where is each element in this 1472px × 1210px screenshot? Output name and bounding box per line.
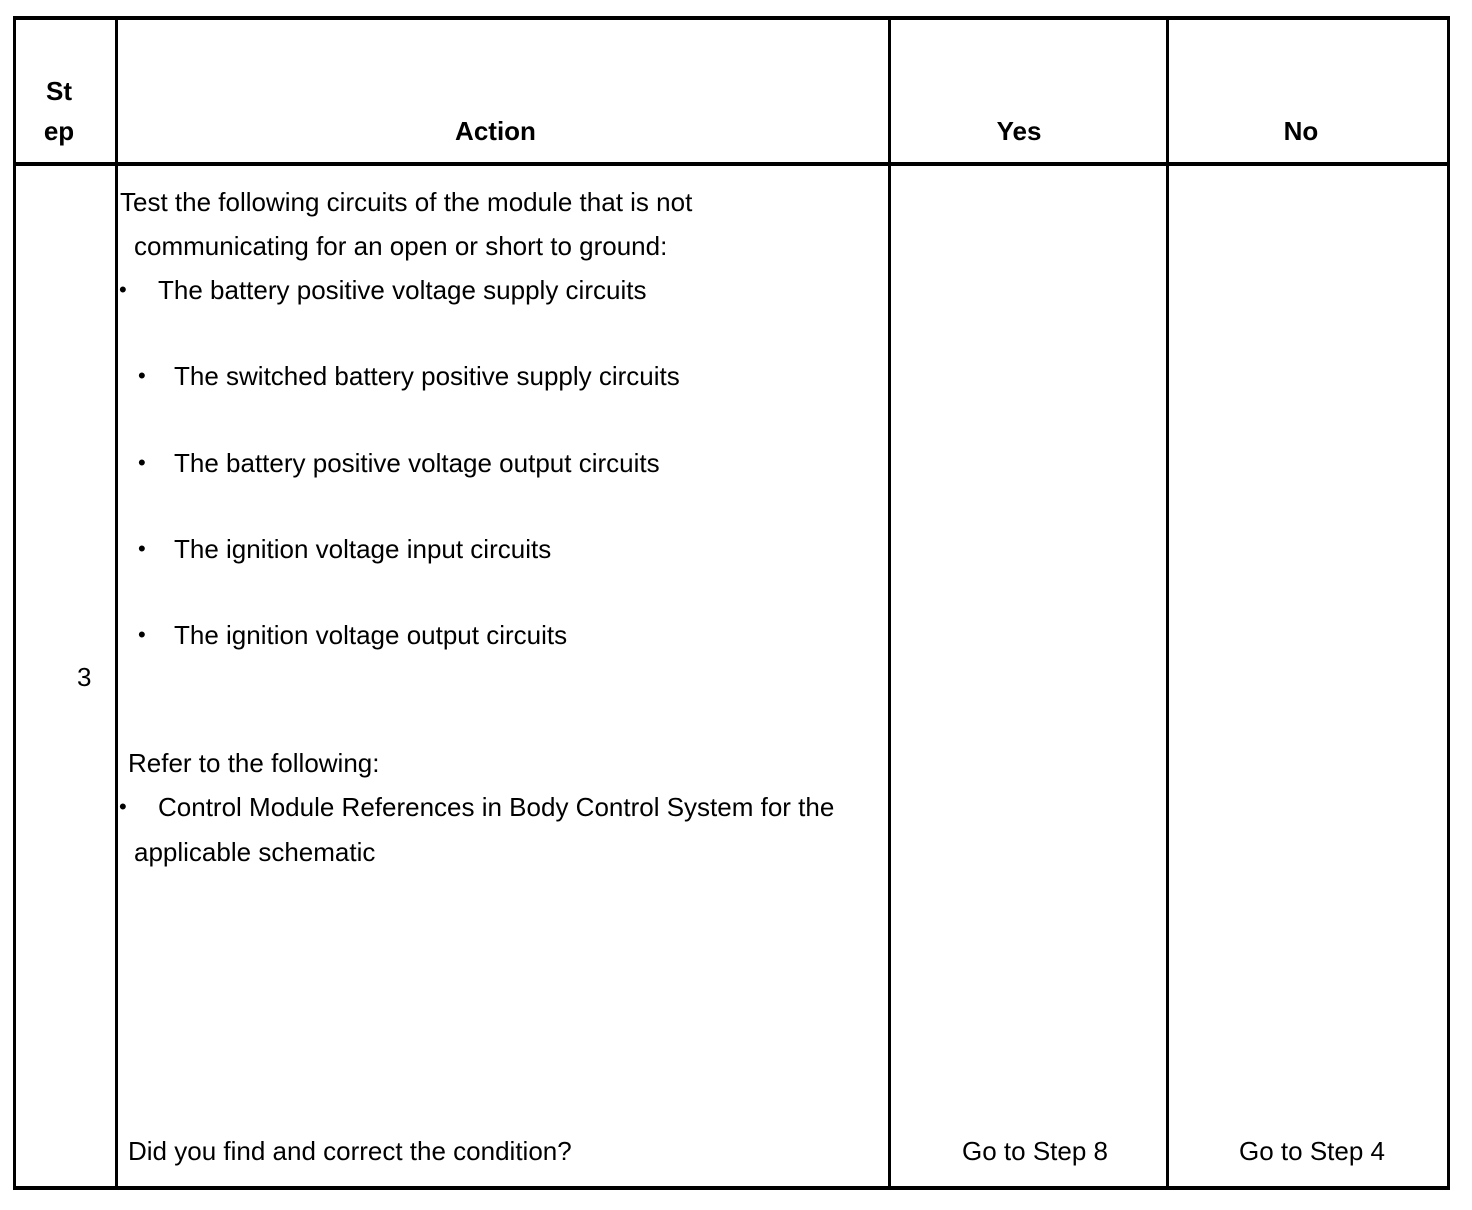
circuit-item-text: The ignition voltage output circuits <box>174 620 568 650</box>
bullet-icon: • <box>119 794 127 819</box>
circuit-item-text: The switched battery positive supply circuits <box>174 361 680 391</box>
yes-result: Go to Step 8 <box>962 1136 1108 1166</box>
reference-line2: applicable schematic <box>134 837 376 867</box>
bullet-icon: • <box>138 622 146 647</box>
bullet-icon: • <box>138 363 146 388</box>
header-step-line1: St <box>46 76 72 106</box>
table-border-top <box>13 16 1450 20</box>
column-divider-yes <box>1166 16 1169 1190</box>
circuit-item-text: The battery positive voltage output circuits <box>174 448 660 478</box>
header-step-line2: ep <box>43 116 75 146</box>
table-border-left <box>13 16 16 1190</box>
circuit-item-text: The battery positive voltage supply circuits <box>158 275 647 305</box>
no-result: Go to Step 4 <box>1239 1136 1385 1166</box>
action-question: Did you find and correct the condition? <box>128 1136 572 1166</box>
reference-line1: Control Module References in Body Control System for the <box>158 792 835 822</box>
refer-label: Refer to the following: <box>128 748 380 778</box>
table-border-bottom <box>13 1186 1450 1190</box>
bullet-icon: • <box>138 536 146 561</box>
table-border-right <box>1447 16 1450 1190</box>
header-action: Action <box>455 116 536 146</box>
header-no: No <box>1283 116 1319 146</box>
column-divider-action <box>888 16 891 1190</box>
bullet-icon: • <box>119 277 127 302</box>
action-intro-line2: communicating for an open or short to ground: <box>134 231 668 261</box>
diagnostic-table <box>13 16 1450 1190</box>
bullet-icon: • <box>138 450 146 475</box>
step-number: 3 <box>77 662 92 692</box>
header-yes: Yes <box>996 116 1042 146</box>
action-intro-line1: Test the following circuits of the module that is not <box>120 187 693 217</box>
header-divider <box>13 162 1450 166</box>
circuit-item-text: The ignition voltage input circuits <box>174 534 552 564</box>
column-divider-step <box>115 16 118 1190</box>
